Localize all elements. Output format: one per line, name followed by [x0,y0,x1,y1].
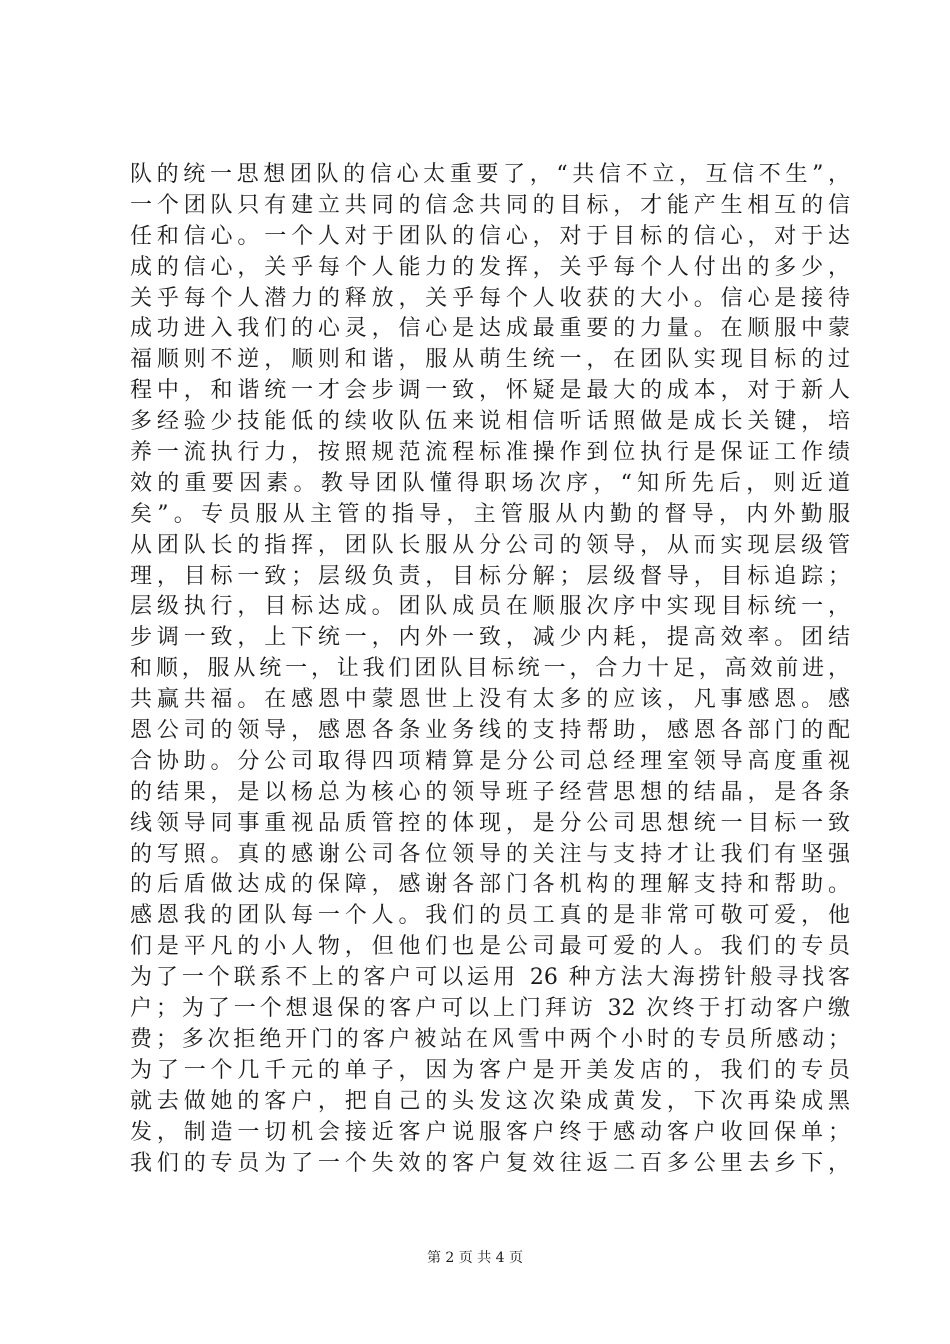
text-line: 就去做她的客户，把自己的头发这次染成黄发，下次再染成黑 [130,1088,850,1114]
text-line: 我们的专员为了一个失效的客户复效往返二百多公里去乡下， [130,1150,850,1176]
text-line: 发，制造一切机会接近客户说服客户终于感动客户收回保单； [130,1119,850,1145]
text-line: 效的重要因素。教导团队懂得职场次序，“知所先后，则近道 [130,470,850,496]
text-line: 任和信心。一个人对于团队的信心，对于目标的信心，对于达 [130,223,850,249]
text-line: 多经验少技能低的续收队伍来说相信听话照做是成长关键，培 [130,409,850,435]
text-line: 为了一个几千元的单子，因为客户是开美发店的，我们的专员 [130,1057,850,1083]
text-line: 们是平凡的小人物，但他们也是公司最可爱的人。我们的专员 [130,934,850,960]
text-line: 恩公司的领导，感恩各条业务线的支持帮助，感恩各部门的配 [130,718,850,744]
text-line: 养一流执行力，按照规范流程标准操作到位执行是保证工作绩 [130,440,850,466]
text-line: 的结果，是以杨总为核心的领导班子经营思想的结晶，是各条 [130,779,850,805]
text-line: 从团队长的指挥，团队长服从分公司的领导，从而实现层级管 [130,532,850,558]
text-line: 层级执行，目标达成。团队成员在顺服次序中实现目标统一， [130,594,850,620]
text-line: 感恩我的团队每一个人。我们的员工真的是非常可敬可爱，他 [130,903,850,929]
text-line: 步调一致，上下统一，内外一致，减少内耗，提高效率。团结 [130,625,850,651]
text-line: 的后盾做达成的保障，感谢各部门各机构的理解支持和帮助。 [130,872,850,898]
text-line: 合协助。分公司取得四项精算是分公司总经理室领导高度重视 [130,748,850,774]
text-line: 队的统一思想团队的信心太重要了，“共信不立，互信不生”， [130,162,850,187]
text-line: 费；多次拒绝开门的客户被站在风雪中两个小时的专员所感动； [130,1026,850,1052]
text-line: 一个团队只有建立共同的信念共同的目标，才能产生相互的信 [130,192,850,218]
text-line: 矣”。专员服从主管的指导，主管服从内勤的督导，内外勤服 [130,501,850,527]
text-line: 成功进入我们的心灵，信心是达成最重要的力量。在顺服中蒙 [130,316,850,342]
page-footer: 第 2 页 共 4 页 [426,1250,524,1266]
text-line: 和顺，服从统一，让我们团队目标统一，合力十足，高效前进， [130,656,850,682]
text-line: 共赢共福。在感恩中蒙恩世上没有太多的应该，凡事感恩。感 [130,687,850,713]
text-line: 理，目标一致；层级负责，目标分解；层级督导，目标追踪； [130,563,850,589]
text-line: 福顺则不逆，顺则和谐，服从萌生统一，在团队实现目标的过 [130,347,850,373]
text-line: 成的信心，关乎每个人能力的发挥，关乎每个人付出的多少， [130,254,850,280]
text-line: 户；为了一个想退保的客户可以上门拜访 32 次终于打动客户缴 [130,996,850,1022]
text-line: 关乎每个人潜力的释放，关乎每个人收获的大小。信心是接待 [130,285,850,311]
text-line: 为了一个联系不上的客户可以运用 26 种方法大海捞针般寻找客 [130,965,850,991]
text-line: 的写照。真的感谢公司各位领导的关注与支持才让我们有坚强 [130,841,850,867]
text-line: 线领导同事重视品质管控的体现，是分公司思想统一目标一致 [130,810,850,836]
text-line: 程中，和谐统一才会步调一致，怀疑是最大的成本，对于新人 [130,378,850,404]
body-text [130,160,850,1179]
